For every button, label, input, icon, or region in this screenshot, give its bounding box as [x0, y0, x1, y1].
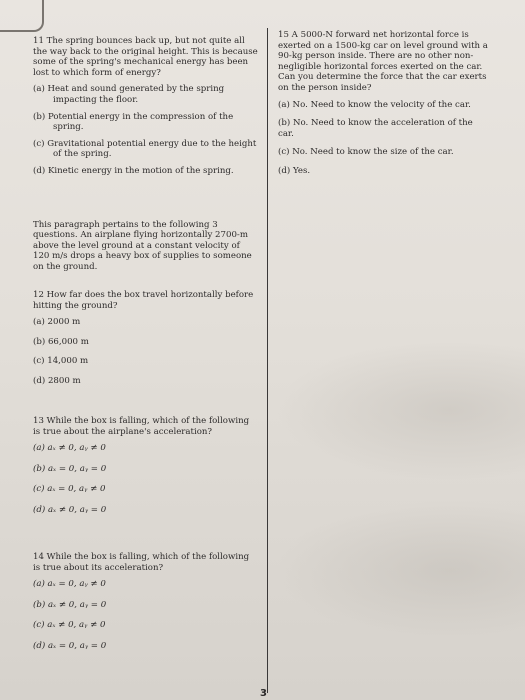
question-14: [33, 552, 258, 658]
option-b: (b) aₓ = 0, aᵧ = 0: [33, 463, 107, 474]
bleed-through-shadow: [275, 340, 525, 480]
option-c: (c) aₓ = 0, aᵧ ≠ 0: [33, 484, 106, 495]
question-15: [278, 30, 488, 183]
option-d: (d) Kinetic energy in the motion of the spring.: [33, 165, 234, 176]
option-c: (c) aₓ ≠ 0, aᵧ ≠ 0: [33, 620, 106, 631]
option-b: (b) No. Need to know the acceleration of the car.: [278, 118, 473, 139]
option-b: (b) Potential energy in the compression of the spring.: [33, 111, 234, 133]
option-c: (c) Gravitational potential energy due to the height of the spring.: [33, 138, 257, 160]
question-13: [33, 416, 258, 522]
option-b: (b) 66,000 m: [33, 336, 89, 347]
option-a: (a) No. Need to know the velocity of the car.: [278, 99, 471, 110]
option-c: (c) 14,000 m: [33, 356, 89, 367]
corner-mark: [0, 0, 44, 32]
option-a: (a) Heat and sound generated by the spring impacting the floor.: [33, 84, 225, 105]
shared-paragraph: This paragraph pertains to the following 3 questions. An airplane flying horizontally 2700-m above the level ground at a constant velocity of 120 m/s drops a heavy box of supplies to someone on the ground.: [33, 219, 252, 272]
column-divider: [267, 28, 268, 693]
option-c: (c) No. Need to know the size of the car.: [278, 147, 454, 158]
bleed-through-shadow: [275, 500, 525, 640]
option-d: (d) aₓ ≠ 0, aᵧ = 0: [33, 504, 107, 515]
question-stem: 11 The spring bounces back up, but not quite all the way back to the original height. This is because some of the spring's mechanical energy has been lost to which form of energy?: [33, 36, 258, 78]
option-a: (a) 2000 m: [33, 317, 81, 328]
option-a: (a) aₓ = 0, aᵧ ≠ 0: [33, 579, 106, 590]
question-11: [33, 36, 258, 183]
option-d: (d) Yes.: [278, 165, 311, 176]
question-12: [33, 290, 258, 393]
option-d: (d) 2800 m: [33, 375, 81, 386]
question-stem: 14 While the box is falling, which of the following is true about its acceleration?: [33, 552, 250, 573]
option-a: (a) aₓ ≠ 0, aᵧ ≠ 0: [33, 443, 106, 454]
option-d: (d) aₓ = 0, aᵧ = 0: [33, 640, 107, 651]
option-b: (b) aₓ ≠ 0, aᵧ = 0: [33, 599, 107, 610]
page-number: 3: [260, 688, 267, 699]
question-stem: 13 While the box is falling, which of the following is true about the airplane's acceleration?: [33, 416, 250, 437]
question-stem: 12 How far does the box travel horizontally before hitting the ground?: [33, 290, 254, 311]
question-stem: 15 A 5000-N forward net horizontal force is exerted on a 1500-kg car on level ground with a 90-kg person inside. There are no other non-negligible horizontal forces exerted on the car. Can you determine the force that the car exerts on the person inside?: [278, 30, 488, 93]
